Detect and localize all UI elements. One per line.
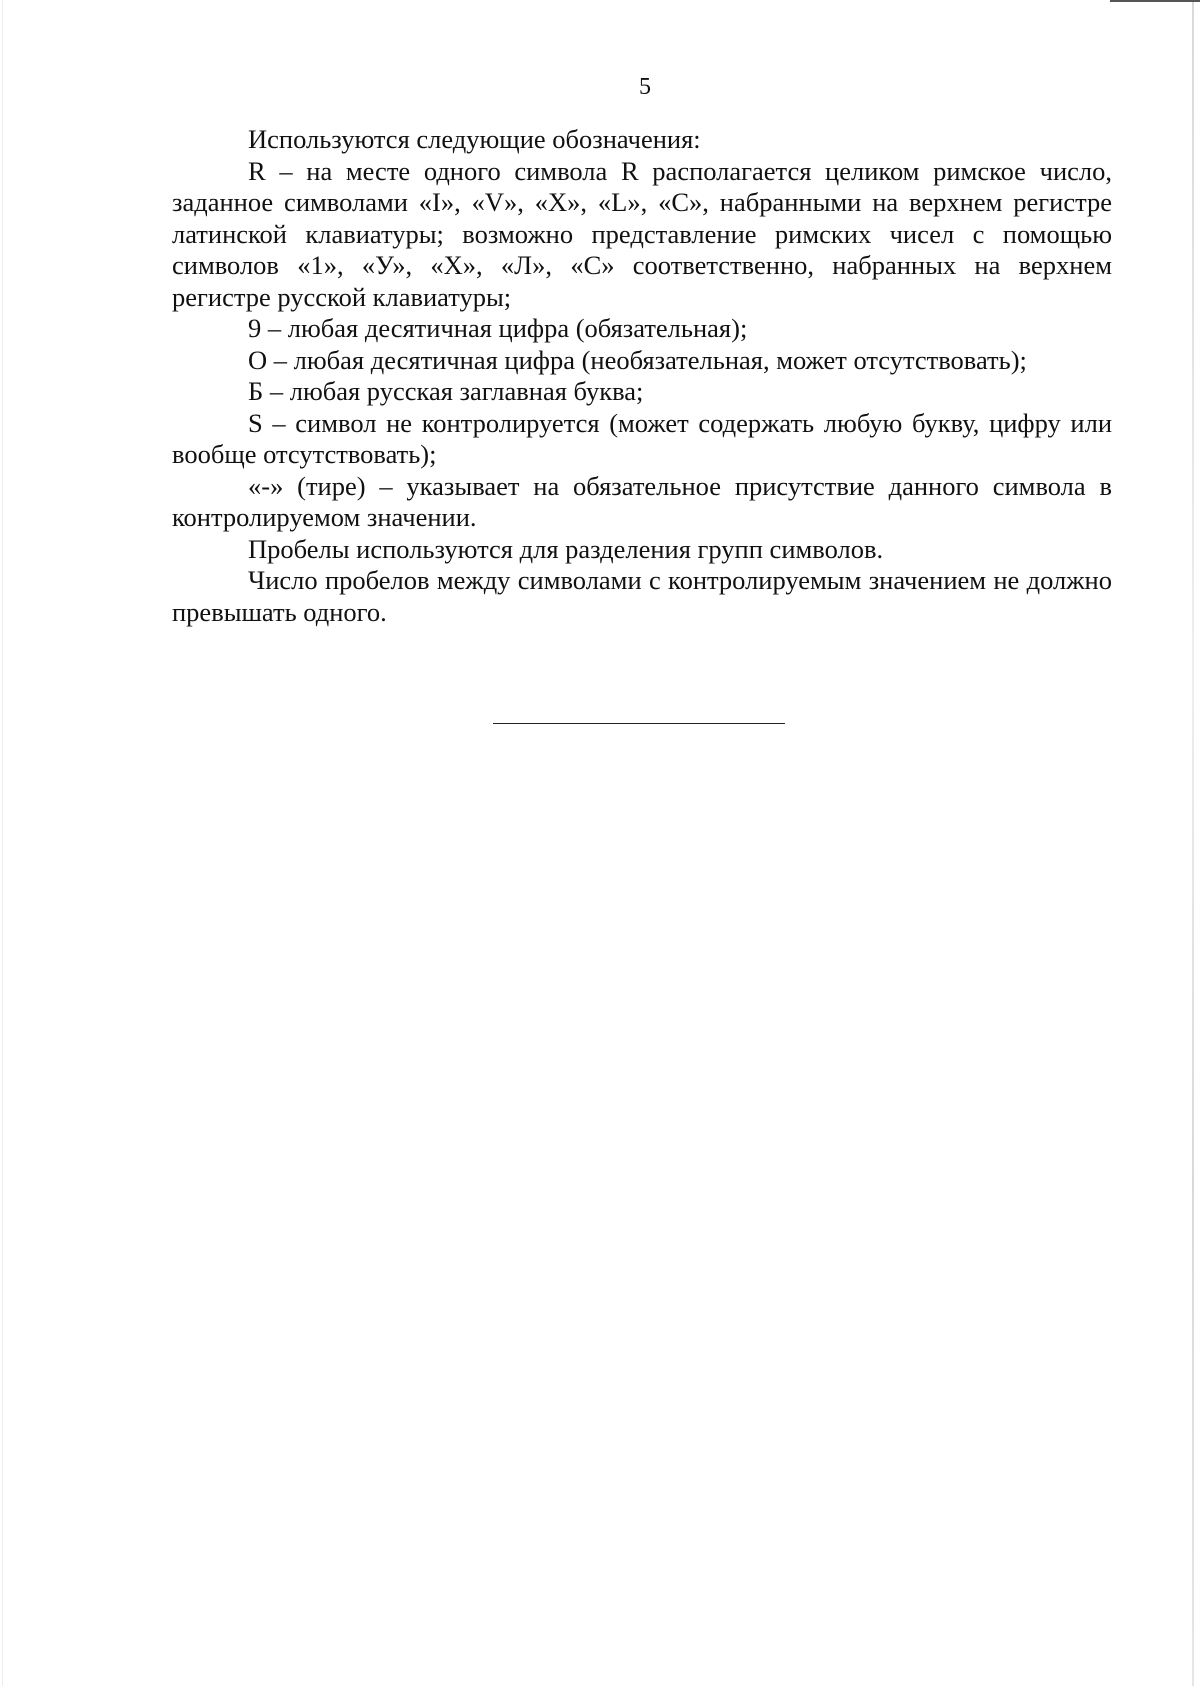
paragraph-digit-required: 9 – любая десятичная цифра (обязательная);	[248, 313, 748, 343]
paragraph-russian-capital: Б – любая русская заглавная буква;	[248, 376, 644, 406]
paragraph-intro: Используются следующие обозначения:	[248, 124, 701, 154]
page-number: 5	[639, 74, 651, 100]
paragraph-uncontrolled-symbol: S – символ не контролируется (может содержать любую букву, цифру или вообще отсутствовать);	[172, 407, 1112, 469]
paragraph-dash: «-» (тире) – указывает на обязательное присутствие данного символа в контролируемом значении.	[172, 470, 1112, 532]
paragraph-roman-numerals: R – на месте одного символа R располагается целиком римское число, заданное символами «I», «V», «X», «L», «C», набранными на верхнем регистре латинской клавиатуры; возможно представление римских чисел с помощью символов «1», «У», «Х», «Л», «С» соответственно, набранных на верхнем регистре русской клавиатуры;	[172, 155, 1112, 312]
top-corner-line	[1110, 0, 1200, 2]
document-body	[172, 124, 1112, 628]
scan-edge-left	[2, 0, 3, 1686]
scan-edge-right	[1192, 0, 1194, 1686]
paragraph-spaces: Пробелы используются для разделения групп символов.	[248, 533, 884, 564]
paragraph-space-count: Число пробелов между символами с контролируемым значением не должно превышать одного.	[172, 565, 1112, 627]
paragraph-digit-optional: О – любая десятичная цифра (необязательная, может отсутствовать);	[248, 344, 1027, 375]
end-of-document-rule	[493, 723, 785, 725]
